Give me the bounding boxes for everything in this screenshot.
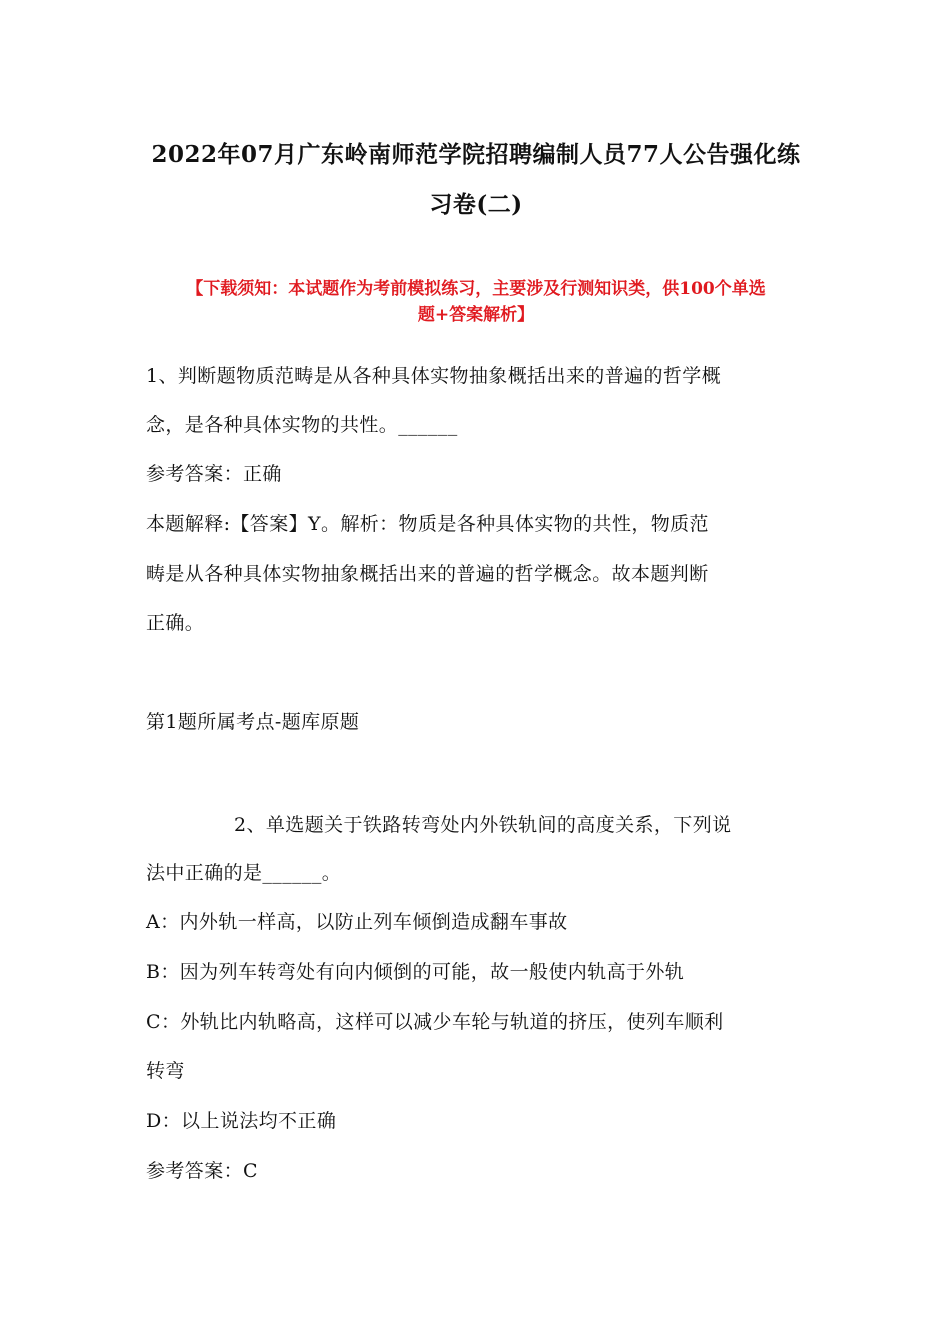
question-1-answer: 参考答案：正确 <box>146 463 282 485</box>
question-2-answer: 参考答案：C <box>146 1160 258 1182</box>
document-title-line-1: 2022年07月广东岭南师范学院招聘编制人员77人公告强化练 <box>151 141 801 168</box>
download-notice-line-1: 【下载须知：本试题作为考前模拟练习，主要涉及行测知识类，供100个单选 <box>186 279 766 299</box>
question-2-text-line-1: 2、单选题关于铁路转弯处内外铁轨间的高度关系，下列说 <box>234 814 732 836</box>
question-2-option-c-line-1: C：外轨比内轨略高，这样可以减少车轮与轨道的挤压，使列车顺利 <box>146 1011 724 1033</box>
question-1-text-line-2: 念，是各种具体实物的共性。______ <box>146 414 458 436</box>
question-2-option-b: B：因为列车转弯处有向内倾倒的可能，故一般使内轨高于外轨 <box>146 961 685 983</box>
question-2-text-line-2: 法中正确的是______。 <box>146 862 342 884</box>
question-1-explanation-line-3: 正确。 <box>146 612 205 634</box>
question-2-option-c-line-2: 转弯 <box>146 1060 185 1082</box>
question-1-source: 第1题所属考点-题库原题 <box>146 711 360 733</box>
question-1-text-line-1: 1、判断题物质范畴是从各种具体实物抽象概括出来的普遍的哲学概 <box>146 365 722 387</box>
question-1-explanation-line-1: 本题解释:【答案】Y。解析：物质是各种具体实物的共性，物质范 <box>146 513 709 535</box>
download-notice-line-2: 题+答案解析】 <box>417 305 535 325</box>
document-title-line-2: 习卷(二) <box>429 191 523 218</box>
question-2-option-a: A：内外轨一样高，以防止列车倾倒造成翻车事故 <box>146 911 568 933</box>
question-1-explanation-line-2: 畴是从各种具体实物抽象概括出来的普遍的哲学概念。故本题判断 <box>146 563 709 585</box>
question-2-option-d: D：以上说法均不正确 <box>146 1110 337 1132</box>
